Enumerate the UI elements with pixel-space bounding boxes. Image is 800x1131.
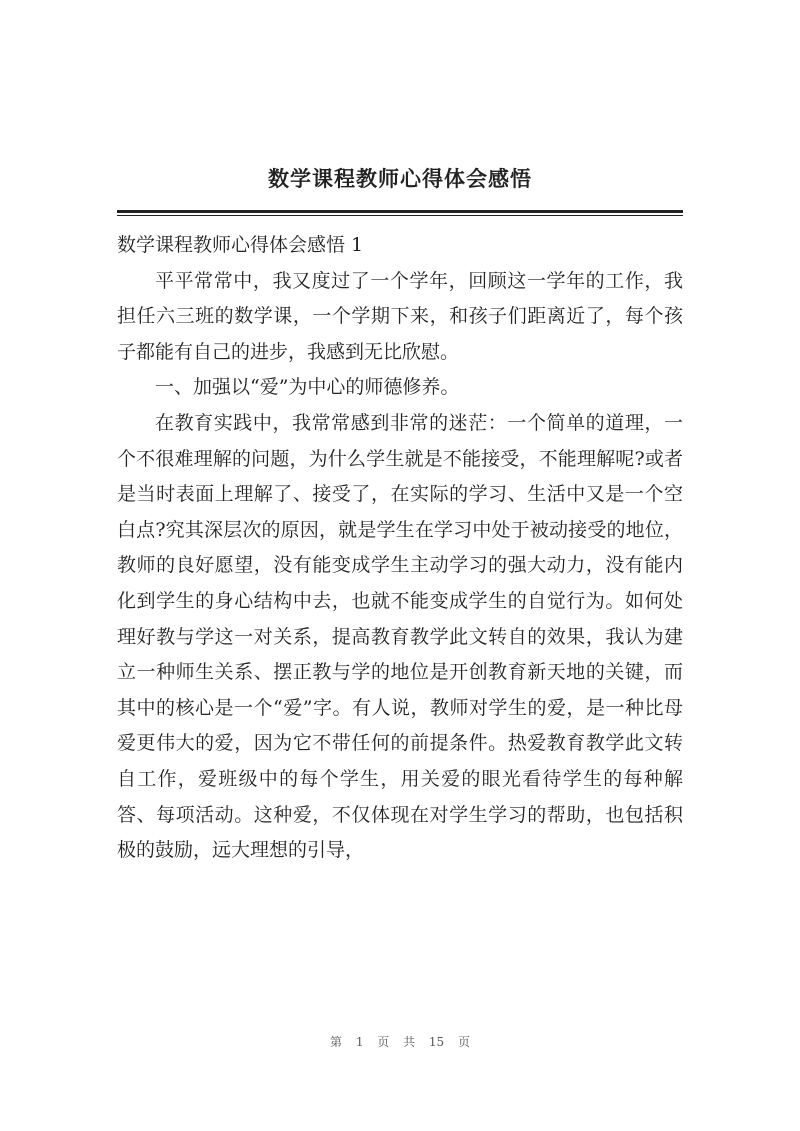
page-footer: 第 1 页 共 15 页 <box>330 1035 470 1049</box>
title-divider-thin <box>117 215 683 216</box>
document-title: 数学课程教师心得体会感悟 <box>268 166 532 191</box>
paragraph: 平平常常中，我又度过了一个学年，回顾这一学年的工作，我担任六三班的数学课，一个学期下来，和孩子们距离近了，每个孩子都能有自己的进步，我感到无比欣慰。 <box>117 269 683 363</box>
paragraph: 一、加强以“爱”为中心的师德修养。 <box>155 376 460 399</box>
paragraph: 在教育实践中，我常常感到非常的迷茫：一个简单的道理，一个不很难理解的问题，为什么学生就是不能接受，不能理解呢?或者是当时表面上理解了、接受了，在实际的学习、生活中又是一个空白点?究其深层次的原因，就是学生在学习中处于被动接受的地位，教师的良好愿望，没有能变成学生主动学习的强大动力，没有能内化到学生的身心结构中去，也就不能变成学生的自觉行为。如何处理好教与学这一对关系，提高教育教学此文转自的效果，我认为建立一种师生关系、摆正教与学的地位是开创教育新天地的关键，而其中的核心是一个“爱”字。有人说，教师对学生的爱，是一种比母爱更伟大的爱，因为它不带任何的前提条件。热爱教育教学此文转自工作，爱班级中的每个学生，用关爱的眼光看待学生的每种解答、每项活动。这种爱，不仅体现在对学生学习的帮助，也包括积极的鼓励，远大理想的引导， <box>117 411 683 862</box>
title-divider-thick <box>117 210 683 213</box>
document-body <box>117 228 683 869</box>
section-heading: 数学课程教师心得体会感悟 1 <box>117 234 364 256</box>
